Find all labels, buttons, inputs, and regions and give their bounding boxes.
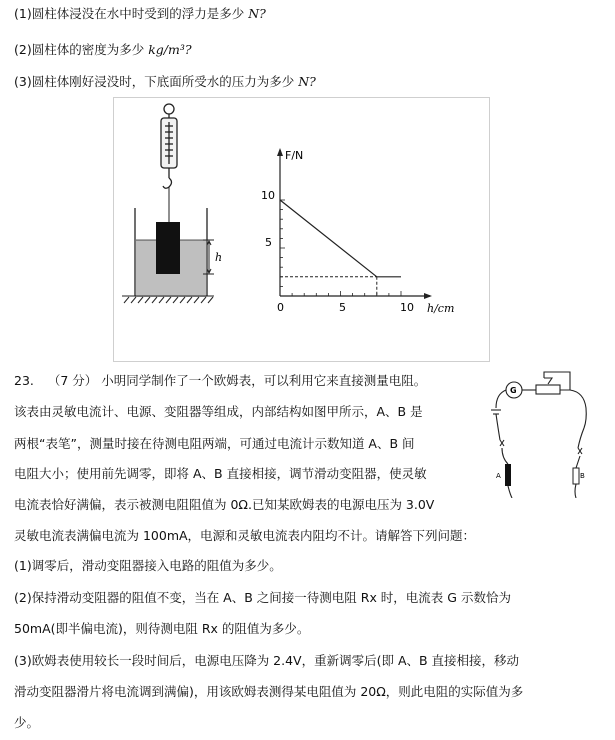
y-tick-10: 10 <box>261 189 275 202</box>
spring-scale-icon <box>161 104 177 222</box>
probe-b-label: B <box>580 472 585 480</box>
y-tick-5: 5 <box>265 236 272 249</box>
q23-sub-3: (3)欧姆表使用较长一段时间后，电源电压降为 2.4V，重新调零后(即 A、B 直接相接，移动 <box>14 653 520 668</box>
probe-b-icon <box>573 468 579 484</box>
x-axis-label: h/cm <box>427 302 455 315</box>
galvanometer-label: G <box>510 386 517 395</box>
q23-sub-2: (2)保持滑动变阻器的阻值不变，当在 A、B 之间接一待测电阻 Rx 时，电流表 G 示数恰为 <box>14 590 511 605</box>
x-tick-0: 0 <box>277 301 284 314</box>
probe-a-icon <box>505 464 511 486</box>
force-height-graph <box>261 148 454 315</box>
q23-sub-1: (1)调零后，滑动变阻器接入电路的阻值为多少。 <box>14 558 282 573</box>
q23-line-1: 该表由灵敏电流计、电源、变阻器等组成，内部结构如图甲所示，A、B 是 <box>14 404 423 419</box>
q23-intro: 小明同学制作了一个欧姆表，可以利用它来直接测量电阻。 <box>101 373 427 388</box>
q23-line-4: 电流表恰好满偏，表示被测电阻阻值为 0Ω.已知某欧姆表的电源电压为 3.0V <box>14 497 435 512</box>
rheostat-icon <box>536 385 560 394</box>
question-2 <box>14 42 192 58</box>
question-3 <box>14 74 316 90</box>
q23-sub-3-cont: 滑动变阻器滑片将电流调到满偏)，用该欧姆表测得某电阻值为 20Ω，则此电阻的实际值为多 <box>14 684 524 699</box>
q23-line-2: 两根“表笔”，测量时接在待测电阻两端，可通过电流计示数知道 A、B 间 <box>14 436 415 451</box>
q23-line-5: 灵敏电流表满偏电流为 100mA，电源和灵敏电流表内阻均不计。请解答下列问题： <box>14 528 476 543</box>
q23-line-0 <box>14 373 426 389</box>
cylinder-icon <box>156 222 180 274</box>
question-1-text: (1)圆柱体浸没在水中时受到的浮力是多少 <box>14 6 245 21</box>
q23-number: 23. <box>14 373 34 388</box>
probe-a-label: A <box>496 472 501 480</box>
question-1 <box>14 6 266 22</box>
question-2-text: (2)圆柱体的密度为多少 <box>14 42 145 57</box>
question-2-unit: kg/m³? <box>148 42 192 57</box>
question-1-unit: N? <box>248 6 266 21</box>
q23-score: （7 分） <box>47 373 98 388</box>
x-tick-5: 5 <box>339 301 346 314</box>
y-axis-label: F/N <box>285 149 304 162</box>
x-axis-arrow-icon <box>424 293 432 299</box>
h-label: h <box>215 251 223 264</box>
force-series-line <box>280 200 401 277</box>
question-3-unit: N? <box>298 74 316 89</box>
experiment-figure <box>113 97 490 362</box>
y-axis-arrow-icon <box>277 148 283 156</box>
experiment-figure-svg <box>114 98 489 361</box>
x-tick-10: 10 <box>400 301 414 314</box>
q23-sub-3-end: 少。 <box>14 715 40 730</box>
ohmmeter-circuit-diagram <box>488 368 608 498</box>
ground-hatch <box>122 296 214 303</box>
question-3-text: (3)圆柱体刚好浸没时，下底面所受水的压力为多少 <box>14 74 295 89</box>
q23-sub-2-cont: 50mA(即半偏电流)，则待测电阻 Rx 的阻值为多少。 <box>14 621 310 636</box>
q23-line-3: 电阻大小；使用前先调零，即将 A、B 直接相接，调节滑动变阻器，使灵敏 <box>14 466 427 481</box>
